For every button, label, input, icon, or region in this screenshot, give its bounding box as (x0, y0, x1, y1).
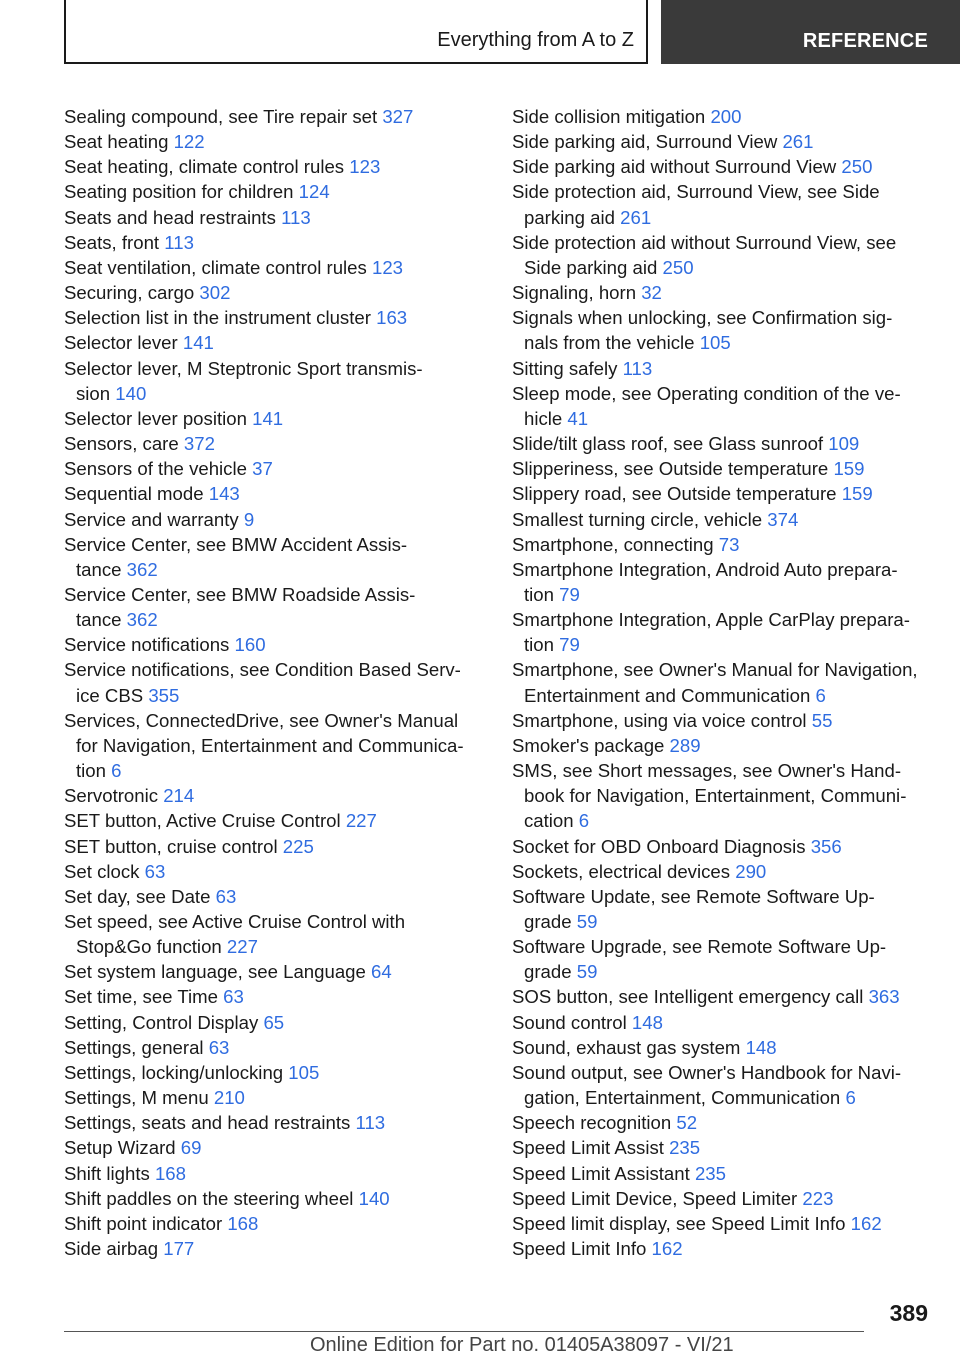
index-entry-term: Set system language, see Language (64, 961, 366, 983)
index-entry (64, 1186, 479, 1211)
page-reference-link[interactable]: 63 (215, 885, 237, 907)
page-reference-link[interactable]: 122 (173, 131, 205, 153)
page-reference-link[interactable]: 356 (810, 835, 842, 857)
page-reference-link[interactable]: 124 (298, 181, 330, 203)
page-reference-link[interactable]: 141 (252, 407, 284, 429)
index-entry-term: Seats, front (64, 231, 160, 253)
index-entry (512, 230, 937, 280)
index-entry-term: Side collision mitigation (512, 106, 706, 127)
index-entry-term: Signals when unlocking, see Confirmation sig- (512, 307, 893, 329)
page-reference-link[interactable]: 113 (622, 357, 653, 379)
index-entry-term: Smartphone, connecting (512, 533, 714, 555)
index-entry (512, 179, 937, 229)
index-entry (64, 330, 479, 355)
index-entry-term: Seat heating (64, 131, 169, 153)
page-reference-link[interactable]: 159 (841, 483, 873, 505)
index-entry-term: Speech recognition (512, 1112, 672, 1134)
index-entry-term: ice CBS (76, 684, 144, 706)
index-entry-term: Side parking aid, Surround View (512, 131, 778, 153)
index-entry (64, 708, 479, 783)
index-entry-term: Service Center, see BMW Roadside Assis- (64, 583, 416, 605)
page-reference-link[interactable]: 160 (234, 634, 266, 656)
index-entry (512, 884, 937, 934)
index-entry (64, 834, 479, 859)
index-entry-term: Securing, cargo (64, 282, 195, 304)
index-entry (512, 733, 937, 758)
page-reference-link[interactable]: 32 (641, 282, 662, 304)
page-reference-link[interactable]: 214 (163, 785, 195, 807)
index-entry-term: Selector lever, M Steptronic Sport transmis- (64, 357, 423, 379)
page-reference-link[interactable]: 59 (576, 961, 598, 983)
index-entry-term: Seats and head restraints (64, 206, 276, 228)
index-entry-term: Set speed, see Active Cruise Control with (64, 911, 406, 932)
page-reference-link[interactable]: 141 (182, 332, 214, 354)
index-entry-term: Selector lever position (64, 407, 247, 429)
index-entry (512, 532, 937, 557)
page-reference-link[interactable]: 79 (559, 634, 580, 656)
index-entry-term: tion (524, 634, 554, 656)
page-reference-link[interactable]: 223 (802, 1187, 834, 1209)
index-entry-term: Socket for OBD Onboard Diagnosis (512, 835, 806, 857)
page-reference-link[interactable]: 37 (252, 458, 273, 480)
index-entry-term: tion (76, 760, 106, 782)
index-entry (512, 154, 937, 179)
page-reference-link[interactable]: 140 (358, 1187, 390, 1209)
index-entry-term: nals from the vehicle (524, 332, 695, 354)
page-reference-link[interactable]: 140 (115, 382, 147, 404)
index-entry (64, 129, 479, 154)
page-reference-link[interactable]: 162 (850, 1212, 882, 1234)
index-entry-term: Seat ventilation, climate control rules (64, 256, 367, 278)
index-entry-term: Signaling, horn (512, 282, 637, 304)
index-entry-term: Side protection aid without Surround View, see (512, 231, 897, 253)
page-reference-link[interactable]: 250 (662, 256, 694, 278)
reference-tab (661, 0, 960, 64)
reference-tab-label: REFERENCE (802, 30, 928, 52)
index-entry (64, 984, 479, 1009)
index-entry (512, 456, 937, 481)
page-reference-link[interactable]: 105 (699, 332, 731, 354)
index-entry (64, 406, 479, 431)
index-entry (64, 104, 479, 129)
page-reference-link[interactable]: 235 (694, 1162, 726, 1184)
index-entry-term: Service notifications, see Condition Based Serv- (64, 659, 461, 681)
index-entry (64, 230, 479, 255)
index-entry (64, 1135, 479, 1160)
page-reference-link[interactable]: 63 (208, 1036, 230, 1058)
index-entry-term: Selection list in the instrument cluster (64, 307, 371, 329)
page-reference-link[interactable]: 113 (164, 231, 194, 253)
footer-edition-text: Online Edition for Part no. 01405A38097 - VI/21 (310, 1334, 734, 1356)
page-reference-link[interactable]: 162 (651, 1238, 683, 1260)
index-entry-term: Seating position for children (64, 181, 294, 203)
index-entry (512, 1211, 937, 1236)
footer-divider (64, 1331, 864, 1332)
page-reference-link[interactable]: 355 (148, 684, 180, 706)
page-number: 389 (889, 1300, 928, 1326)
page-reference-link[interactable]: 63 (223, 986, 244, 1008)
page-reference-link[interactable]: 225 (282, 835, 314, 857)
page-reference-link[interactable]: 163 (376, 307, 408, 329)
index-entry (512, 607, 937, 657)
index-entry-term: grade (524, 961, 572, 983)
index-entry-term: Smoker's package (512, 734, 665, 756)
page-reference-link[interactable]: 168 (154, 1162, 186, 1184)
index-entry (64, 1085, 479, 1110)
page-reference-link[interactable]: 79 (559, 583, 580, 605)
page-reference-link[interactable]: 250 (841, 156, 873, 178)
index-entry (512, 507, 937, 532)
index-entry-term: Side parking aid without Surround View (512, 156, 837, 178)
page-reference-link[interactable]: 177 (163, 1238, 195, 1260)
index-entry (512, 1161, 937, 1186)
index-entry (64, 356, 479, 406)
index-entry (64, 1161, 479, 1186)
index-entry-term: Sockets, electrical devices (512, 860, 731, 882)
index-entry-term: tance (76, 558, 122, 580)
page-reference-link[interactable]: 210 (213, 1087, 245, 1109)
page-reference-link[interactable]: 168 (227, 1212, 259, 1234)
index-entry (64, 582, 479, 632)
index-entry-term: Servotronic (64, 785, 159, 807)
index-entry-term: for Navigation, Entertainment and Communica- (76, 734, 464, 756)
index-entry-term: Slippery road, see Outside temperature (512, 483, 837, 505)
index-entry-term: Speed Limit Assist (512, 1137, 664, 1159)
index-entry (64, 1211, 479, 1236)
index-entry-term: Stop&Go function (76, 936, 222, 958)
index-entry (512, 1060, 937, 1110)
page-reference-link[interactable]: 363 (868, 986, 900, 1008)
index-entry (64, 909, 479, 959)
index-entry (512, 1236, 937, 1261)
index-entry-term: Seat heating, climate control rules (64, 156, 345, 178)
index-entry-term: Smartphone Integration, Android Auto prepara- (512, 558, 898, 580)
index-entry-term: Sequential mode (64, 483, 204, 505)
index-entry-term: SET button, cruise control (64, 835, 278, 857)
index-entry (512, 381, 937, 431)
index-entry (64, 431, 479, 456)
index-entry (64, 154, 479, 179)
index-entry (512, 1186, 937, 1211)
index-entry-term: Service and warranty (64, 508, 239, 530)
index-entry (64, 1236, 479, 1261)
index-entry-term: Side protection aid, Surround View, see Side (512, 181, 880, 203)
index-entry-term: hicle (524, 407, 563, 429)
index-entry-term: SET button, Active Cruise Control (64, 810, 341, 832)
index-entry-term: Smartphone, using via voice control (512, 709, 807, 731)
page-reference-link[interactable]: 6 (815, 684, 826, 706)
index-entry (512, 356, 937, 381)
index-entry-term: Settings, locking/unlocking (64, 1061, 284, 1083)
page-reference-link[interactable]: 105 (288, 1061, 320, 1083)
page-reference-link[interactable]: 73 (718, 533, 740, 555)
index-entry-term: tion (524, 583, 554, 605)
index-entry-term: Sound output, see Owner's Handbook for Navi- (512, 1061, 902, 1083)
index-entry (64, 179, 479, 204)
page-reference-link[interactable]: 148 (745, 1036, 777, 1058)
index-entry (512, 280, 937, 305)
page-reference-link[interactable]: 261 (782, 131, 814, 153)
page-reference-link[interactable]: 69 (180, 1137, 202, 1159)
page-reference-link[interactable]: 9 (243, 508, 255, 530)
index-entry (64, 280, 479, 305)
page-reference-link[interactable]: 123 (349, 156, 381, 178)
index-entry (64, 1110, 479, 1135)
index-entry-term: sion (76, 382, 111, 404)
index-entry (512, 708, 937, 733)
index-entry-term: book for Navigation, Entertainment, Communi- (524, 785, 907, 807)
index-entry-term: Smartphone, see Owner's Manual for Navigation, (512, 659, 918, 681)
index-entry-term: Sealing compound, see Tire repair set (64, 106, 378, 127)
index-entry-term: Speed limit display, see Speed Limit Info (512, 1212, 846, 1234)
page-reference-link[interactable]: 302 (199, 282, 231, 304)
index-entry (64, 884, 479, 909)
page-reference-link[interactable]: 290 (735, 860, 767, 882)
index-entry (512, 984, 937, 1009)
index-entry-term: Sensors of the vehicle (64, 458, 247, 480)
index-entry (512, 1010, 937, 1035)
index-entry-term: Sound, exhaust gas system (512, 1036, 741, 1058)
index-entry-term: Settings, seats and head restraints (64, 1112, 351, 1134)
page-reference-link[interactable]: 6 (111, 760, 122, 782)
index-entry-term: Side airbag (64, 1238, 159, 1260)
index-entry (64, 1060, 479, 1085)
page-reference-link[interactable]: 362 (126, 609, 158, 631)
page-reference-link[interactable]: 235 (669, 1137, 701, 1159)
index-entry (512, 1135, 937, 1160)
index-entry-term: Sitting safely (512, 357, 618, 379)
page-reference-link[interactable]: 261 (620, 206, 652, 228)
index-entry-term: Settings, M menu (64, 1087, 209, 1109)
page-reference-link[interactable]: 6 (578, 810, 590, 832)
index-entry (64, 532, 479, 582)
index-entry-term: Software Update, see Remote Software Up- (512, 885, 875, 907)
index-entry-term: Service Center, see BMW Accident Assis- (64, 533, 408, 555)
page-reference-link[interactable]: 63 (144, 860, 166, 882)
index-entry-term: Services, ConnectedDrive, see Owner's Manual (64, 709, 459, 731)
page-reference-link[interactable]: 143 (208, 483, 240, 505)
index-entry (512, 557, 937, 607)
page-reference-link[interactable]: 59 (576, 911, 598, 932)
header-section-box (64, 0, 648, 64)
index-entry (512, 1035, 937, 1060)
index-entry-term: Set time, see Time (64, 986, 218, 1008)
index-entry-term: Slide/tilt glass roof, see Glass sunroof (512, 433, 824, 455)
page-reference-link[interactable]: 109 (828, 433, 860, 455)
index-entry-term: parking aid (524, 206, 615, 228)
index-entry-term: gation, Entertainment, Communication (524, 1087, 841, 1109)
index-entry (64, 507, 479, 532)
index-entry-term: Shift lights (64, 1162, 150, 1184)
index-entry (64, 959, 479, 984)
index-entry (64, 305, 479, 330)
index-entry (64, 859, 479, 884)
index-entry-term: Selector lever (64, 332, 178, 354)
page-reference-link[interactable]: 227 (226, 936, 258, 958)
index-entry-term: Smartphone Integration, Apple CarPlay prepara- (512, 609, 910, 631)
page-reference-link[interactable]: 374 (767, 508, 799, 530)
index-entry (512, 934, 937, 984)
page-reference-link[interactable]: 227 (345, 810, 377, 832)
index-entry (64, 255, 479, 280)
index-entry (512, 1110, 937, 1135)
index-entry (512, 305, 937, 355)
page-reference-link[interactable]: 289 (669, 734, 701, 756)
index-entry-term: Setup Wizard (64, 1137, 176, 1159)
index-column-left (64, 104, 479, 1261)
page-reference-link[interactable]: 362 (126, 558, 158, 580)
index-entry-term: Shift point indicator (64, 1212, 223, 1234)
page-reference-link[interactable]: 55 (811, 709, 833, 731)
page-reference-link[interactable]: 113 (355, 1112, 386, 1134)
index-entry (64, 1035, 479, 1060)
index-entry (64, 456, 479, 481)
page-reference-link[interactable]: 372 (183, 433, 215, 455)
index-entry-term: Sensors, care (64, 433, 179, 455)
index-entry-term: Software Upgrade, see Remote Software Up- (512, 936, 887, 958)
page-reference-link[interactable]: 64 (371, 961, 392, 983)
page-reference-link[interactable]: 41 (567, 407, 589, 429)
index-entry (64, 808, 479, 833)
index-entry (64, 481, 479, 506)
index-entry-term: Side parking aid (524, 256, 658, 278)
page-reference-link[interactable]: 123 (371, 256, 404, 278)
index-entry-term: cation (524, 810, 574, 832)
index-entry-term: Setting, Control Display (64, 1011, 259, 1033)
index-entry (512, 834, 937, 859)
index-entry-term: Sound control (512, 1011, 627, 1033)
index-entry (512, 859, 937, 884)
index-entry-term: Speed Limit Assistant (512, 1162, 690, 1184)
section-title: Everything from A to Z (437, 29, 634, 51)
index-entry (512, 104, 937, 129)
index-entry (64, 657, 479, 707)
index-entry-term: Speed Limit Device, Speed Limiter (512, 1187, 798, 1209)
index-entry (64, 1010, 479, 1035)
index-entry-term: SMS, see Short messages, see Owner's Hand- (512, 760, 902, 782)
index-entry (512, 129, 937, 154)
index-entry (512, 481, 937, 506)
index-entry-term: Set clock (64, 860, 140, 882)
page-reference-link[interactable]: 200 (710, 106, 742, 127)
index-entry-term: Speed Limit Info (512, 1238, 647, 1260)
index-entry-term: grade (524, 911, 572, 932)
page-reference-link[interactable]: 148 (631, 1011, 663, 1033)
index-entry-term: Service notifications (64, 634, 230, 656)
index-entry (512, 758, 937, 833)
index-entry-term: SOS button, see Intelligent emergency call (512, 986, 864, 1008)
page-reference-link[interactable]: 327 (382, 106, 414, 127)
index-entry (64, 632, 479, 657)
index-entry (512, 431, 937, 456)
index-entry-term: Slipperiness, see Outside temperature (512, 458, 829, 480)
page-reference-link[interactable]: 65 (263, 1011, 285, 1033)
index-entry-term: Shift paddles on the steering wheel (64, 1187, 354, 1209)
page-reference-link[interactable]: 52 (676, 1112, 698, 1134)
page-reference-link[interactable]: 6 (845, 1087, 856, 1109)
index-entry (64, 783, 479, 808)
index-entry-term: Entertainment and Communication (524, 684, 811, 706)
index-entry-term: Set day, see Date (64, 885, 211, 907)
index-entry-term: Sleep mode, see Operating condition of the ve- (512, 382, 901, 404)
index-column-right (512, 104, 937, 1261)
index-entry-term: Settings, general (64, 1036, 204, 1058)
index-entry (512, 657, 937, 707)
page-reference-link[interactable]: 113 (281, 206, 311, 228)
index-entry (64, 205, 479, 230)
index-entry-term: Smallest turning circle, vehicle (512, 508, 763, 530)
index-entry-term: tance (76, 609, 122, 631)
page-reference-link[interactable]: 159 (833, 458, 865, 480)
